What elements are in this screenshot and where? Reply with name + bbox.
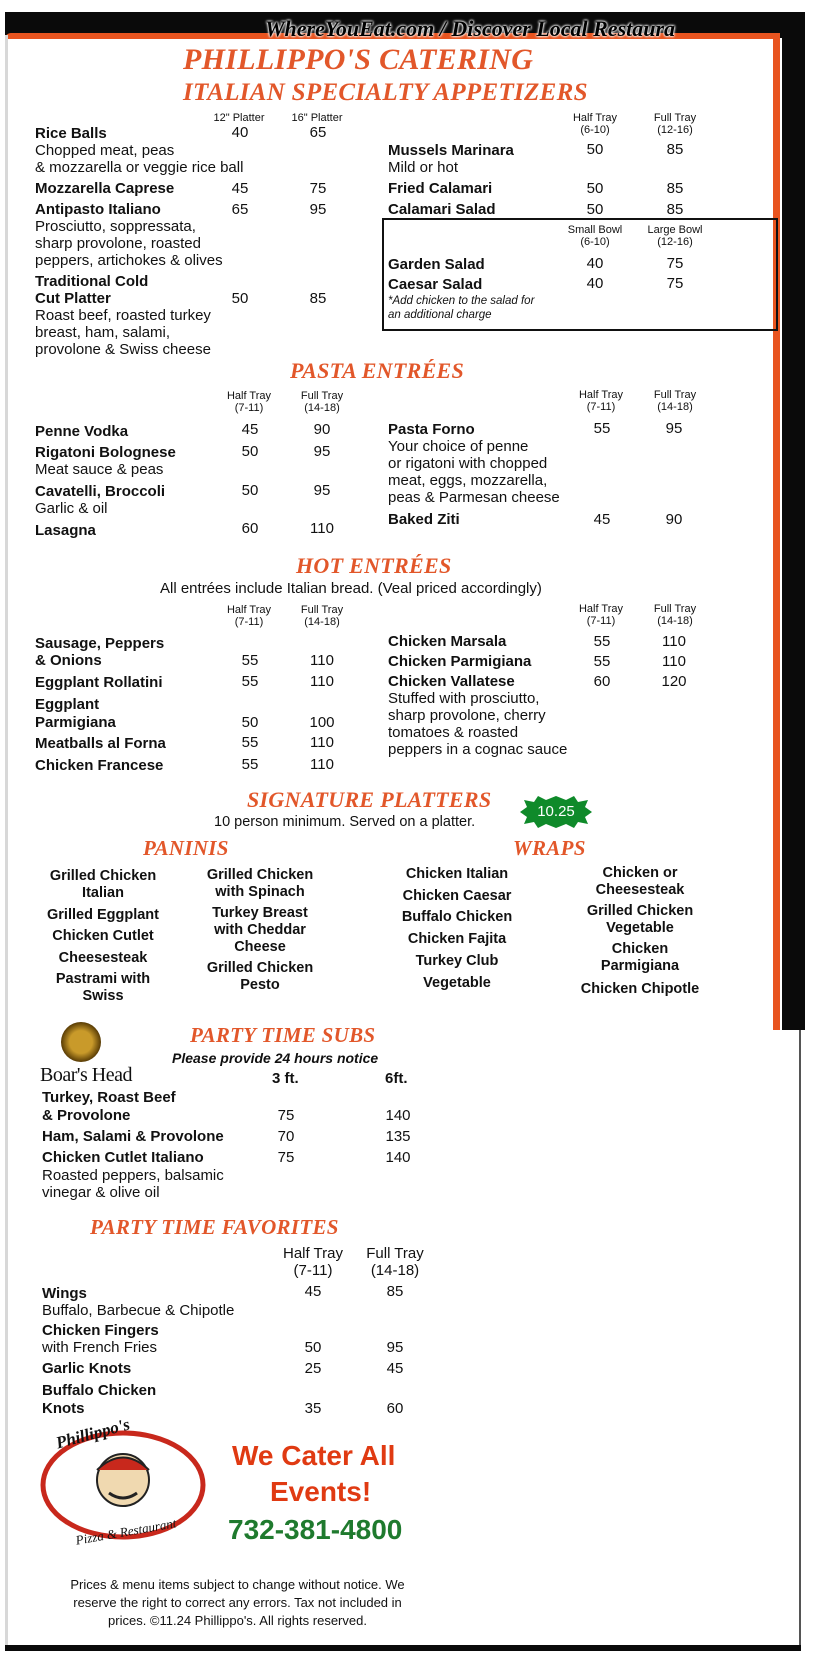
item-name: Mussels Marinara (388, 142, 514, 159)
item-name: Antipasto Italiano (35, 201, 161, 218)
phone-number[interactable]: 732-381-4800 (228, 1514, 403, 1545)
cta-line1: We Cater All (232, 1440, 396, 1471)
col-header: 3 ft. (272, 1070, 299, 1087)
panini-item: Swiss (82, 988, 124, 1004)
item-name: Ham, Salami & Provolone (42, 1128, 224, 1145)
col-header: (7-11) (293, 1262, 333, 1279)
price: 85 (666, 180, 684, 197)
cta-line2: Events! (270, 1476, 372, 1507)
col-header: 16" Platter (291, 112, 343, 124)
col-header: (7-11) (586, 401, 616, 413)
panini-item: Pesto (240, 977, 280, 993)
price: 135 (385, 1128, 411, 1145)
item-name: Wings (42, 1285, 87, 1302)
item-name: Calamari Salad (388, 201, 496, 218)
item-name: Eggplant (35, 696, 100, 713)
col-header: 6ft. (385, 1070, 408, 1087)
price: 100 (309, 714, 335, 731)
item-name: Rice Balls (35, 125, 107, 142)
panini-item: with Spinach (215, 884, 305, 900)
col-header: Full Tray (653, 389, 697, 401)
price: 55 (593, 653, 611, 670)
col-header: (6-10) (580, 236, 610, 248)
col-header: (14-18) (304, 616, 340, 628)
appetizers-heading: ITALIAN SPECIALTY APPETIZERS (183, 79, 588, 106)
pasta-heading: PASTA ENTRÉES (290, 358, 465, 383)
item-desc: & mozzarella or veggie rice ball (35, 159, 244, 176)
panini-item: Italian (82, 885, 124, 901)
price: 110 (662, 653, 686, 670)
favorites-heading: PARTY TIME FAVORITES (90, 1215, 339, 1239)
item-name: Eggplant Rollatini (35, 674, 163, 691)
price: 70 (277, 1128, 295, 1145)
price: 85 (309, 290, 327, 307)
item-name: Mozzarella Caprese (35, 180, 175, 197)
subs-note: Please provide 24 hours notice (172, 1050, 379, 1066)
col-header: (7-11) (586, 615, 616, 627)
price: 90 (313, 421, 331, 438)
wrap-item: Turkey Club (415, 953, 499, 969)
wrap-item: Chicken Chipotle (580, 981, 700, 997)
price: 50 (241, 443, 259, 460)
item-desc: Roasted peppers, balsamic (42, 1167, 224, 1184)
item-name: & Onions (35, 652, 102, 669)
wrap-item: Parmigiana (600, 958, 680, 974)
col-header: Full Tray (366, 1245, 424, 1262)
price: 110 (310, 734, 334, 751)
price: 45 (231, 180, 249, 197)
item-name: Chicken Parmigiana (388, 653, 532, 670)
price: 140 (385, 1107, 411, 1124)
hot-note: All entrées include Italian bread. (Veal priced accordingly) (160, 580, 542, 597)
item-name: & Provolone (42, 1107, 131, 1124)
price: 50 (586, 180, 604, 197)
price: 60 (386, 1400, 404, 1417)
col-header: Small Bowl (567, 224, 623, 236)
item-name: Chicken Cutlet Italiano (42, 1149, 204, 1166)
footer-line: Prices & menu items subject to change without notice. We (70, 1577, 405, 1592)
wrap-item: Chicken (611, 941, 669, 957)
wrap-item: Chicken Caesar (402, 888, 512, 904)
wrap-item: Chicken Italian (405, 866, 509, 882)
wrap-item: Cheesesteak (595, 882, 685, 898)
price-badge (520, 796, 592, 828)
item-desc: sharp provolone, roasted (35, 235, 201, 252)
price: 65 (231, 201, 249, 218)
price: 110 (310, 652, 334, 669)
item-name: Turkey, Roast Beef (42, 1089, 176, 1106)
price: 85 (386, 1283, 404, 1300)
item-desc: Buffalo, Barbecue & Chipotle (42, 1302, 235, 1319)
price: 55 (241, 756, 259, 773)
col-header: Full Tray (300, 390, 344, 402)
item-name: Cut Platter (35, 290, 111, 307)
item-name: Meatballs al Forna (35, 735, 166, 752)
item-desc: Prosciutto, soppressata, (35, 218, 196, 235)
boars-head-logo-icon (61, 1022, 101, 1062)
price: 95 (313, 482, 331, 499)
salad-note: an additional charge (388, 309, 492, 321)
item-name: Lasagna (35, 522, 96, 539)
salad-note: *Add chicken to the salad for (388, 295, 535, 307)
wrap-item: Grilled Chicken (586, 903, 694, 919)
item-desc: Roast beef, roasted turkey (35, 307, 211, 324)
item-name: Traditional Cold (35, 273, 149, 290)
panini-item: Cheese (234, 939, 286, 955)
col-header: Full Tray (653, 603, 697, 615)
col-header: Half Tray (572, 112, 617, 124)
col-header: (14-18) (304, 402, 340, 414)
col-header: Large Bowl (647, 224, 703, 236)
price: 140 (385, 1149, 411, 1166)
wrap-item: Vegetable (423, 975, 491, 991)
panini-item: Turkey Breast (212, 905, 308, 921)
item-name: Fried Calamari (388, 180, 493, 197)
hot-heading: HOT ENTRÉES (296, 553, 452, 578)
logo-subtitle: Pizza & Restaurant (74, 1515, 178, 1548)
col-header: (7-11) (234, 402, 264, 414)
badge-price: 10.25 (537, 803, 575, 820)
price: 95 (313, 443, 331, 460)
item-name: Penne Vodka (35, 423, 129, 440)
price: 50 (586, 141, 604, 158)
item-desc: meat, eggs, mozzarella, (388, 472, 548, 489)
price: 60 (241, 520, 259, 537)
col-header: (14-18) (657, 401, 693, 413)
footer-line: reserve the right to correct any errors. Tax not included in (73, 1595, 402, 1610)
price: 25 (304, 1360, 322, 1377)
item-name: Chicken Vallatese (388, 673, 515, 690)
black-frame-right (782, 12, 805, 1030)
col-header: (6-10) (580, 124, 610, 136)
price: 50 (231, 290, 249, 307)
item-name: Garlic Knots (42, 1360, 132, 1377)
wrap-item: Vegetable (606, 920, 674, 936)
item-name: Parmigiana (35, 714, 116, 731)
panini-item: Cheesesteak (58, 950, 148, 966)
price: 110 (310, 673, 334, 690)
price: 75 (666, 255, 684, 272)
price: 55 (593, 420, 611, 437)
logo-name: Phillippo's (53, 1414, 132, 1453)
price: 110 (310, 756, 334, 773)
panini-item: Grilled Eggplant (47, 907, 159, 923)
item-desc: peas & Parmesan cheese (388, 489, 560, 506)
price: 75 (666, 275, 684, 292)
wrap-item: Chicken or (602, 865, 678, 881)
col-header: Half Tray (282, 1245, 343, 1262)
price: 55 (241, 652, 259, 669)
item-desc: Mild or hot (388, 159, 459, 176)
item-name: Chicken Francese (35, 757, 164, 774)
price: 120 (661, 673, 687, 690)
price: 65 (309, 124, 327, 141)
item-name: Buffalo Chicken (42, 1382, 157, 1399)
item-name: Knots (42, 1400, 85, 1417)
price: 40 (586, 255, 604, 272)
price: 40 (586, 275, 604, 292)
item-desc: tomatoes & roasted (388, 724, 519, 741)
price: 60 (593, 673, 611, 690)
col-header: (14-18) (370, 1262, 420, 1279)
item-desc: peppers, artichokes & olives (35, 252, 223, 269)
item-desc: Stuffed with prosciutto, (388, 690, 540, 707)
price: 90 (665, 511, 683, 528)
price: 85 (666, 201, 684, 218)
item-desc: Chopped meat, peas (35, 142, 175, 159)
menu-title: PHILLIPPO'S CATERING (183, 43, 534, 76)
col-header: Half Tray (578, 603, 623, 615)
col-header: (12-16) (657, 236, 693, 248)
signature-heading: SIGNATURE PLATTERS (247, 787, 492, 812)
col-header: (14-18) (657, 615, 693, 627)
price: 45 (593, 511, 611, 528)
item-desc: or rigatoni with chopped (388, 455, 548, 472)
col-header: Half Tray (226, 604, 271, 616)
item-name: Chicken Fingers (42, 1322, 159, 1339)
item-desc: breast, ham, salami, (35, 324, 171, 341)
panini-item: Pastrami with (55, 971, 151, 987)
item-name: Cavatelli, Broccoli (35, 483, 166, 500)
item-desc: with French Fries (42, 1339, 158, 1356)
item-desc: Your choice of penne (388, 438, 529, 455)
wrap-item: Chicken Fajita (407, 931, 507, 947)
panini-item: with Cheddar (214, 922, 306, 938)
col-header: Half Tray (226, 390, 271, 402)
item-name: Sausage, Peppers (35, 635, 165, 652)
price: 35 (304, 1400, 322, 1417)
price: 55 (241, 734, 259, 751)
price: 85 (666, 141, 684, 158)
price: 110 (310, 520, 334, 537)
boars-head-logo-text: Boar's Head (40, 1064, 132, 1086)
price: 95 (386, 1339, 404, 1356)
item-desc: sharp provolone, cherry (388, 707, 546, 724)
price: 55 (241, 673, 259, 690)
price: 75 (277, 1149, 295, 1166)
price: 95 (665, 420, 683, 437)
item-name: Garden Salad (388, 256, 485, 273)
black-frame-bottom (5, 1645, 801, 1651)
col-header: (12-16) (657, 124, 693, 136)
paninis-heading: PANINIS (143, 836, 229, 860)
price: 50 (241, 482, 259, 499)
item-name: Pasta Forno (388, 421, 475, 438)
col-header: Half Tray (578, 389, 623, 401)
item-name: Chicken Marsala (388, 633, 507, 650)
panini-item: Grilled Chicken (206, 867, 314, 883)
col-header: Full Tray (653, 112, 697, 124)
col-header: (7-11) (234, 616, 264, 628)
item-name: Baked Ziti (388, 511, 460, 528)
price: 40 (231, 124, 249, 141)
col-header: Full Tray (300, 604, 344, 616)
footer-line: prices. ©11.24 Phillippo's. All rights reserved. (108, 1613, 367, 1628)
price: 50 (304, 1339, 322, 1356)
item-desc: Meat sauce & peas (35, 461, 164, 478)
price: 50 (241, 714, 259, 731)
item-desc: vinegar & olive oil (42, 1184, 160, 1201)
item-name: Rigatoni Bolognese (35, 444, 176, 461)
signature-note: 10 person minimum. Served on a platter. (214, 814, 476, 830)
price: 45 (241, 421, 259, 438)
page-border-right (799, 1030, 801, 1645)
item-name: Caesar Salad (388, 276, 483, 293)
panini-item: Chicken Cutlet (52, 928, 154, 944)
price: 45 (386, 1360, 404, 1377)
watermark: WhereYouEat.com / Discover Local Restaura (265, 16, 676, 41)
price: 45 (304, 1283, 322, 1300)
item-desc: peppers in a cognac sauce (388, 741, 568, 758)
item-desc: provolone & Swiss cheese (35, 341, 211, 358)
price: 75 (277, 1107, 295, 1124)
phillippos-logo (35, 1414, 210, 1548)
panini-item: Grilled Chicken (49, 868, 157, 884)
price: 110 (662, 633, 686, 650)
price: 55 (593, 633, 611, 650)
orange-border-right (773, 33, 780, 1030)
price: 75 (309, 180, 327, 197)
panini-item: Grilled Chicken (206, 960, 314, 976)
col-header: 12" Platter (213, 112, 265, 124)
price: 50 (586, 201, 604, 218)
price: 95 (309, 201, 327, 218)
wraps-heading: WRAPS (513, 836, 586, 860)
wrap-item: Buffalo Chicken (401, 909, 513, 925)
subs-heading: PARTY TIME SUBS (190, 1023, 376, 1047)
item-desc: Garlic & oil (35, 500, 108, 517)
